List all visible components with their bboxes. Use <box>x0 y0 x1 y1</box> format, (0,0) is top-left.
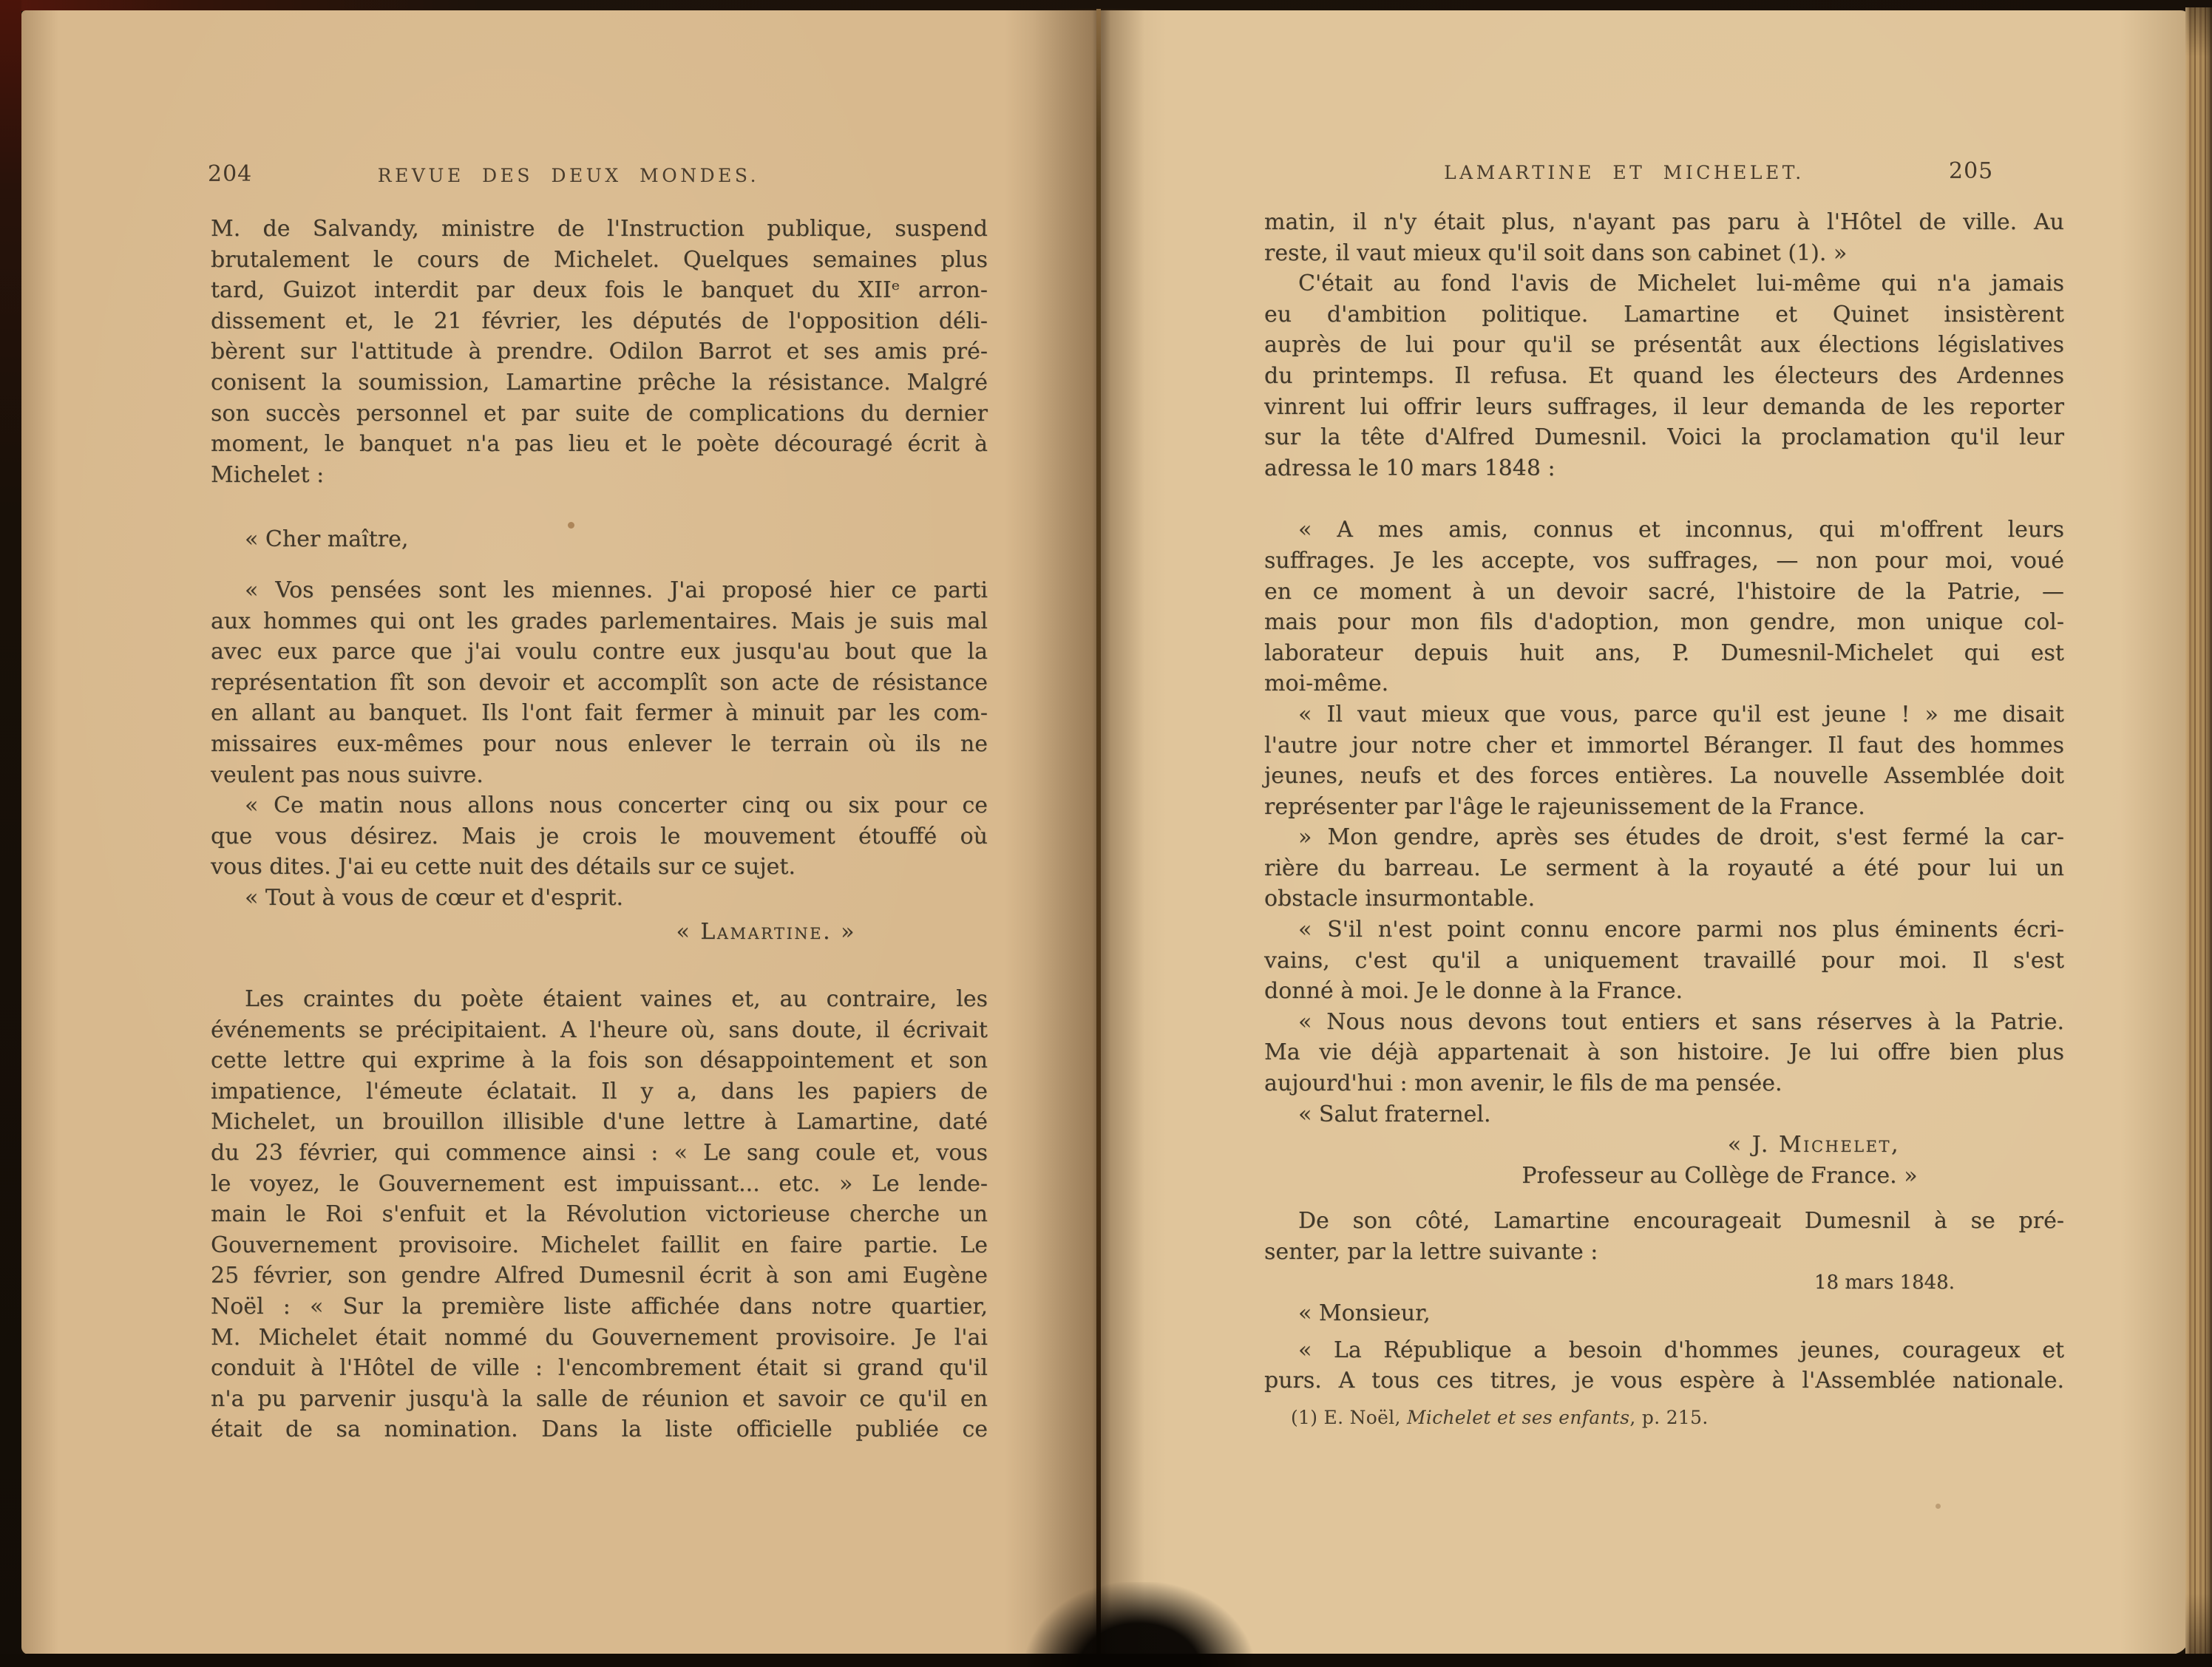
text-line: sur la tête d'Alfred Dumesnil. Voici la proclamation qu'il leur <box>1264 424 2064 451</box>
text-line: tard, Guizot interdit par deux fois le banquet du XIIᵉ arron- <box>211 277 988 304</box>
text-line: impatience, l'émeute éclatait. Il y a, dans les papiers de <box>211 1078 988 1104</box>
text-line: événements se précipitaient. A l'heure où, sans doute, il écrivait <box>211 1016 988 1043</box>
text-line: « Cher maître, <box>245 526 409 553</box>
text-line: Michelet : <box>211 461 325 488</box>
text-line: aujourd'hui : mon avenir, le fils de ma pensée. <box>1264 1070 1782 1097</box>
text-line: « Ce matin nous allons nous concerter cinq ou six pour ce <box>245 792 988 819</box>
text-line: 25 février, son gendre Alfred Dumesnil écrit à son ami Eugène <box>211 1263 988 1289</box>
left-running-header <box>208 161 988 194</box>
text-line: en allant au banquet. Ils l'ont fait fermer à minuit par les com- <box>211 700 988 727</box>
text-line: jeunes, neufs et des forces entières. La nouvelle Assemblée doit <box>1264 763 2064 790</box>
text-line: bèrent sur l'attitude à prendre. Odilon Barrot et ses amis pré- <box>211 339 988 365</box>
right-page-text <box>1264 207 2064 1396</box>
footnote-ref: (1) E. Noël, <box>1291 1407 1408 1428</box>
background-top-edge <box>0 0 2212 11</box>
left-running-title: REVUE DES DEUX MONDES. <box>377 165 760 186</box>
text-line: « Vos pensées sont les miennes. J'ai proposé hier ce parti <box>245 577 988 603</box>
text-line: matin, il n'y était plus, n'ayant pas paru à l'Hôtel de ville. Au <box>1264 209 2064 235</box>
text-line: Ma vie déjà appartenait à son histoire. Je lui offre bien plus <box>1264 1039 2064 1066</box>
text-line: » Mon gendre, après ses études de droit, s'est fermé la car- <box>1298 824 2064 851</box>
text-line: senter, par la lettre suivante : <box>1264 1239 1598 1265</box>
text-line: M. Michelet était nommé du Gouvernement provisoire. Je l'ai <box>211 1324 988 1351</box>
text-line: auprès de lui pour qu'il se présentât aux élections législatives <box>1264 332 2064 359</box>
text-line: avec eux parce que j'ai voulu contre eux jusqu'au bout que la <box>211 639 988 665</box>
paper-speck <box>1687 255 1692 259</box>
text-line: aux hommes qui ont les grades parlementaires. Mais je suis mal <box>211 608 988 634</box>
background-left-edge <box>0 0 21 1667</box>
left-page-text <box>211 214 988 1445</box>
text-line: « La République a besoin d'hommes jeunes, courageux et <box>1298 1337 2064 1363</box>
text-line: suffrages. Je les accepte, vos suffrages, — non pour moi, voué <box>1264 547 2064 574</box>
text-line: M. de Salvandy, ministre de l'Instruction publique, suspend <box>211 216 988 242</box>
paper-speck <box>568 522 574 529</box>
right-page-number: 205 <box>1949 158 1994 184</box>
text-line: Noël : « Sur la première liste affichée dans notre quartier, <box>211 1294 988 1320</box>
text-line: moment, le banquet n'a pas lieu et le poète découragé écrit à <box>211 431 988 458</box>
text-line: C'était au fond l'avis de Michelet lui-même qui n'a jamais <box>1298 271 2064 297</box>
text-line: rière du barreau. Le serment à la royauté a été pour lui un <box>1264 855 2064 881</box>
text-line: adressa le 10 mars 1848 : <box>1264 455 1555 481</box>
text-line: missaires eux-mêmes pour nous enlever le terrain où ils ne <box>211 730 988 757</box>
text-line: main le Roi s'enfuit et la Révolution victorieuse cherche un <box>211 1201 988 1228</box>
text-line: vinrent lui offrir leurs suffrages, il leur demanda de les reporter <box>1264 393 2064 420</box>
text-line: moi-même. <box>1264 670 1389 697</box>
text-line: représentation fît son devoir et accomplît son acte de résistance <box>211 669 988 696</box>
text-line: du printemps. Il refusa. Et quand les électeurs des Ardennes <box>1264 362 2064 389</box>
text-line: « A mes amis, connus et inconnus, qui m'offrent leurs <box>1298 517 2064 543</box>
text-line: laborateur depuis huit ans, P. Dumesnil-Michelet qui est <box>1264 639 2064 666</box>
text-line: mais pour mon fils d'adoption, mon gendre, mon unique col- <box>1264 609 2064 636</box>
text-line: était de sa nomination. Dans la liste officielle publiée ce <box>211 1416 988 1443</box>
left-page-number: 204 <box>208 161 253 187</box>
text-line: représenter par l'âge le rajeunissement de la France. <box>1264 793 1865 820</box>
footnote-book-title: Michelet et ses enfants <box>1407 1407 1630 1428</box>
book-gutter <box>1096 9 1101 1656</box>
text-line: en ce moment à un devoir sacré, l'histoire de la Patrie, — <box>1264 578 2064 605</box>
right-running-title: LAMARTINE ET MICHELET. <box>1444 162 1805 183</box>
footnote-page-ref: , p. 215. <box>1629 1407 1709 1428</box>
binding-shadow <box>1025 1582 1254 1667</box>
text-line: « J. Michelet, <box>1727 1132 1900 1158</box>
text-line: reste, il vaut mieux qu'il soit dans son cabinet (1). » <box>1264 240 1848 266</box>
text-line: conduit à l'Hôtel de ville : l'encombrement était si grand qu'il <box>211 1355 988 1382</box>
text-line: purs. A tous ces titres, je vous espère à l'Assemblée nationale. <box>1264 1368 2064 1394</box>
text-line: 18 mars 1848. <box>1814 1271 1955 1294</box>
text-line: donné à moi. Je le donne à la France. <box>1264 978 1683 1005</box>
text-line: « Monsieur, <box>1298 1300 1431 1327</box>
text-line: du 23 février, qui commence ainsi : « Le sang coule et, vous <box>211 1140 988 1167</box>
text-line: obstacle insurmontable. <box>1264 886 1536 912</box>
paper-speck <box>1936 1504 1941 1509</box>
text-line: Michelet, un brouillon illisible d'une lettre à Lamartine, daté <box>211 1109 988 1135</box>
text-line: « Lamartine. » <box>676 919 856 945</box>
text-line: cette lettre qui exprime à la fois son désappointement et son <box>211 1048 988 1074</box>
text-line: eu d'ambition politique. Lamartine et Quinet insistèrent <box>1264 301 2064 327</box>
text-line: « Tout à vous de cœur et d'esprit. <box>245 884 624 911</box>
text-line: dissement et, le 21 février, les députés de l'opposition déli- <box>211 308 988 334</box>
text-line: vains, c'est qu'il a uniquement travaillé pour moi. Il s'est <box>1264 947 2064 974</box>
text-line: veulent pas nous suivre. <box>211 761 484 788</box>
text-line: Gouvernement provisoire. Michelet faillit en faire partie. Le <box>211 1232 988 1258</box>
text-line: « Il vaut mieux que vous, parce qu'il est jeune ! » me disait <box>1298 701 2064 727</box>
text-line: l'autre jour notre cher et immortel Béranger. Il faut des hommes <box>1264 732 2064 758</box>
text-line: « S'il n'est point connu encore parmi nos plus éminents écri- <box>1298 917 2064 943</box>
page-edges-stack <box>2185 7 2212 1660</box>
text-line: n'a pu parvenir jusqu'à la salle de réunion et savoir ce qu'il en <box>211 1385 988 1412</box>
text-line: « Nous nous devons tout entiers et sans réserves à la Patrie. <box>1298 1008 2064 1035</box>
text-line: Les craintes du poète étaient vaines et, au contraire, les <box>245 986 988 1013</box>
text-line: brutalement le cours de Michelet. Quelques semaines plus <box>211 246 988 273</box>
text-line: « Salut fraternel. <box>1298 1101 1491 1127</box>
text-line: De son côté, Lamartine encourageait Dumesnil à se pré- <box>1298 1208 2064 1235</box>
right-running-header <box>1264 158 2064 191</box>
text-line: vous dites. J'ai eu cette nuit des détails sur ce sujet. <box>211 854 795 880</box>
text-line: que vous désirez. Mais je crois le mouvement étouffé où <box>211 823 988 849</box>
text-line: son succès personnel et par suite de complications du dernier <box>211 400 988 427</box>
text-line: Professeur au Collège de France. » <box>1521 1162 1918 1189</box>
text-line: le voyez, le Gouvernement est impuissant... etc. » Le lende- <box>211 1170 988 1197</box>
footnote <box>1264 1407 2091 1428</box>
text-line: conisent la soumission, Lamartine prêche la résistance. Malgré <box>211 369 988 395</box>
